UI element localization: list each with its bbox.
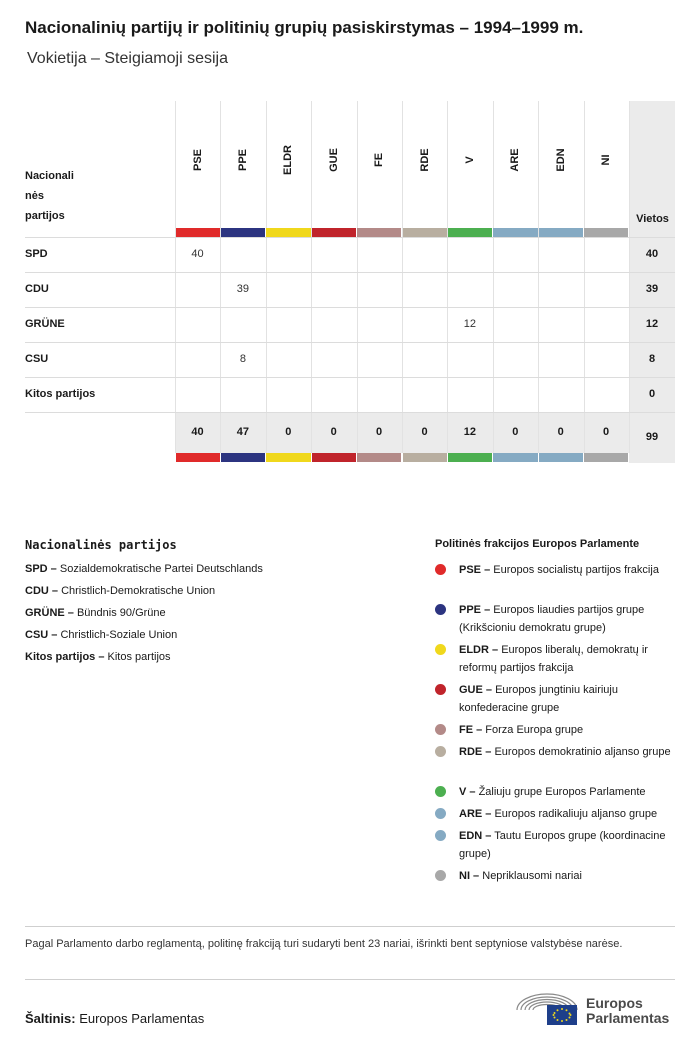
column-color-bar-gue	[312, 228, 356, 237]
legend-group-name: Europos liaudies partijos grupe (Krikšcioniu demokratu grupe)	[459, 604, 645, 634]
column-header-label: V	[463, 156, 476, 164]
legend-color-dot-icon	[435, 830, 446, 841]
column-total-cell: 12	[463, 426, 477, 438]
legend-parties-title: Nacionalinės partijos	[25, 538, 177, 552]
legend-color-dot-icon	[435, 808, 446, 819]
column-header-label: ELDR	[282, 145, 295, 175]
column-total-cell: 40	[191, 426, 204, 438]
column-color-bar-are	[493, 228, 537, 237]
column-header-ni	[584, 140, 629, 180]
column-total-cell: 0	[285, 426, 292, 438]
source-line	[25, 1011, 204, 1026]
legend-group-item	[435, 743, 680, 761]
row-separator	[25, 307, 675, 308]
legend-party-name: Christlich-Demokratische Union	[61, 585, 216, 597]
legend-group-text	[459, 805, 680, 823]
row-total-cell: 40	[645, 248, 659, 260]
grand-total-cell: 99	[645, 431, 659, 443]
legend-group-text	[459, 827, 680, 863]
column-color-bar-gue	[312, 453, 356, 462]
column-color-bar-pse	[176, 228, 220, 237]
legend-group-code: ARE –	[459, 808, 492, 820]
chart-title: Nacionalinių partijų ir politinių grupių pasiskirstymas – 1994–1999 m.	[25, 18, 584, 37]
logo-text-line1: Europos	[586, 995, 643, 1011]
legend-color-dot-icon	[435, 746, 446, 757]
legend-group-name: Žaliuju grupe Europos Parlamente	[478, 786, 646, 798]
legend-group-text	[459, 743, 680, 761]
legend-party-item	[25, 629, 177, 641]
legend-color-dot-icon	[435, 786, 446, 797]
footer-divider	[25, 979, 675, 980]
legend-group-text	[459, 561, 680, 579]
legend-group-text	[459, 601, 680, 637]
column-header-pse	[175, 140, 220, 180]
footer-note: Pagal Parlamento darbo reglamentą, politinę frakciją turi sudaryti bent 23 nariai, išrinkti bent septyniose valstybėse narėse.	[25, 938, 623, 950]
column-total-cell: 0	[421, 426, 428, 438]
legend-group-item	[435, 601, 680, 637]
column-header-ppe	[220, 140, 265, 180]
column-header-label: RDE	[418, 148, 431, 172]
legend-groups-title: Politinės frakcijos Europos Parlamente	[435, 538, 640, 550]
column-total-cell: 0	[376, 426, 383, 438]
legend-party-name: Sozialdemokratische Partei Deutschlands	[59, 563, 263, 575]
legend-party-code: CSU –	[25, 629, 58, 641]
row-label: Kitos partijos	[25, 388, 96, 400]
legend-group-name: Nepriklausomi nariai	[482, 870, 582, 882]
legend-group-item	[435, 827, 680, 863]
legend-group-item	[435, 641, 680, 677]
legend-party-code: Kitos partijos –	[25, 651, 105, 663]
column-color-bar-ppe	[221, 453, 265, 462]
legend-party-name: Kitos partijos	[107, 651, 171, 663]
legend-group-code: PPE –	[459, 604, 491, 616]
column-total-cell: 0	[603, 426, 610, 438]
legend-group-name: Europos radikaliuju aljanso grupe	[494, 808, 658, 820]
column-header-rde	[402, 140, 447, 180]
legend-group-item	[435, 681, 680, 717]
column-total-cell: 47	[236, 426, 250, 438]
legend-group-item	[435, 561, 680, 579]
column-color-bar-v	[448, 453, 492, 462]
legend-group-code: NI –	[459, 870, 480, 882]
legend-group-name: Europos demokratinio aljanso grupe	[494, 746, 671, 758]
source-label: Šaltinis:	[25, 1011, 76, 1026]
legend-group-code: PSE –	[459, 564, 491, 576]
total-column-background	[629, 101, 675, 463]
column-color-bar-eldr	[266, 453, 310, 462]
column-header-v	[447, 140, 492, 180]
row-separator	[25, 342, 675, 343]
legend-group-text	[459, 641, 680, 677]
row-separator	[25, 377, 675, 378]
legend-group-name: Europos socialistų partijos frakcija	[493, 564, 659, 576]
row-separator	[25, 237, 675, 238]
row-label: CSU	[25, 353, 49, 365]
column-color-bar-rde	[403, 228, 447, 237]
legend-color-dot-icon	[435, 604, 446, 615]
column-color-bar-are	[493, 453, 537, 462]
row-separator	[25, 272, 675, 273]
row-total-cell: 39	[645, 283, 659, 295]
table-cell: 40	[191, 248, 204, 260]
legend-color-dot-icon	[435, 684, 446, 695]
legend-group-code: FE –	[459, 724, 483, 736]
table-cell: 12	[463, 318, 477, 330]
column-total-cell: 0	[512, 426, 519, 438]
legend-party-code: SPD –	[25, 563, 57, 575]
total-column-header: Vietos	[636, 213, 669, 225]
legend-group-code: ELDR –	[459, 644, 499, 656]
legend-party-code: GRÜNE –	[25, 607, 74, 619]
legend-group-code: RDE –	[459, 746, 492, 758]
column-header-are	[493, 140, 538, 180]
legend-party-code: CDU –	[25, 585, 59, 597]
column-header-edn	[538, 140, 583, 180]
ep-logo	[514, 988, 679, 1028]
legend-group-text	[459, 867, 680, 885]
column-color-bar-pse	[176, 453, 220, 462]
legend-group-item	[435, 721, 680, 739]
row-total-cell: 0	[648, 388, 656, 400]
legend-party-item	[25, 607, 166, 619]
footer-divider	[25, 926, 675, 927]
column-color-bar-eldr	[266, 228, 310, 237]
column-separator	[629, 101, 630, 453]
row-separator	[25, 412, 675, 413]
column-total-cell: 0	[330, 426, 337, 438]
column-color-bar-v	[448, 228, 492, 237]
column-header-fe	[357, 140, 402, 180]
column-color-bar-edn	[539, 453, 583, 462]
column-color-bar-fe	[357, 228, 401, 237]
column-color-bar-ni	[584, 453, 628, 462]
row-header-label: Nacionali nės partijos	[25, 170, 74, 222]
legend-group-name: Tautu Europos grupe (koordinacine grupe)	[459, 830, 666, 860]
column-total-cell: 0	[557, 426, 564, 438]
legend-group-item	[435, 805, 680, 823]
legend-group-text	[459, 783, 680, 801]
column-header-label: ARE	[509, 148, 522, 172]
legend-group-item	[435, 783, 680, 801]
legend-party-name: Bündnis 90/Grüne	[76, 607, 166, 619]
legend-group-item	[435, 867, 680, 885]
column-header-label: EDN	[554, 148, 567, 172]
legend-group-name: Europos liberalų, demokratų ir reformų partijos frakcija	[459, 644, 648, 674]
legend-color-dot-icon	[435, 870, 446, 881]
logo-text-line2: Parlamentas	[586, 1010, 670, 1026]
row-label: SPD	[25, 248, 48, 260]
table-cell: 8	[239, 353, 246, 365]
row-total-cell: 8	[648, 353, 656, 365]
column-header-label: NI	[600, 154, 613, 166]
column-header-gue	[311, 140, 356, 180]
table-cell: 39	[236, 283, 250, 295]
column-header-label: GUE	[327, 148, 340, 172]
column-color-bar-edn	[539, 228, 583, 237]
chart-subtitle: Vokietija – Steigiamoji sesija	[27, 50, 228, 67]
legend-party-item	[25, 585, 215, 597]
row-total-cell: 12	[645, 318, 659, 330]
legend-party-name: Christlich-Soziale Union	[60, 629, 178, 641]
row-label: CDU	[25, 283, 49, 295]
legend-color-dot-icon	[435, 644, 446, 655]
row-label: GRÜNE	[25, 318, 65, 330]
legend-party-item	[25, 563, 263, 575]
legend-group-code: EDN –	[459, 830, 492, 842]
column-color-bar-ni	[584, 228, 628, 237]
legend-color-dot-icon	[435, 564, 446, 575]
legend-group-name: Europos jungtiniu kairiuju konfederacine grupe	[459, 684, 618, 714]
column-header-label: PPE	[236, 148, 249, 172]
column-header-label: PSE	[191, 148, 204, 172]
column-color-bar-fe	[357, 453, 401, 462]
legend-color-dot-icon	[435, 724, 446, 735]
legend-group-code: GUE –	[459, 684, 493, 696]
column-color-bar-ppe	[221, 228, 265, 237]
column-header-eldr	[266, 140, 311, 180]
legend-group-text	[459, 721, 680, 739]
column-color-bar-rde	[403, 453, 447, 462]
legend-group-name: Forza Europa grupe	[485, 724, 584, 736]
legend-group-code: V –	[459, 786, 476, 798]
column-header-label: FE	[373, 152, 386, 168]
source-value: Europos Parlamentas	[79, 1011, 205, 1026]
hemicycle-icon	[514, 988, 580, 1028]
legend-group-text	[459, 681, 680, 717]
legend-party-item	[25, 651, 171, 663]
